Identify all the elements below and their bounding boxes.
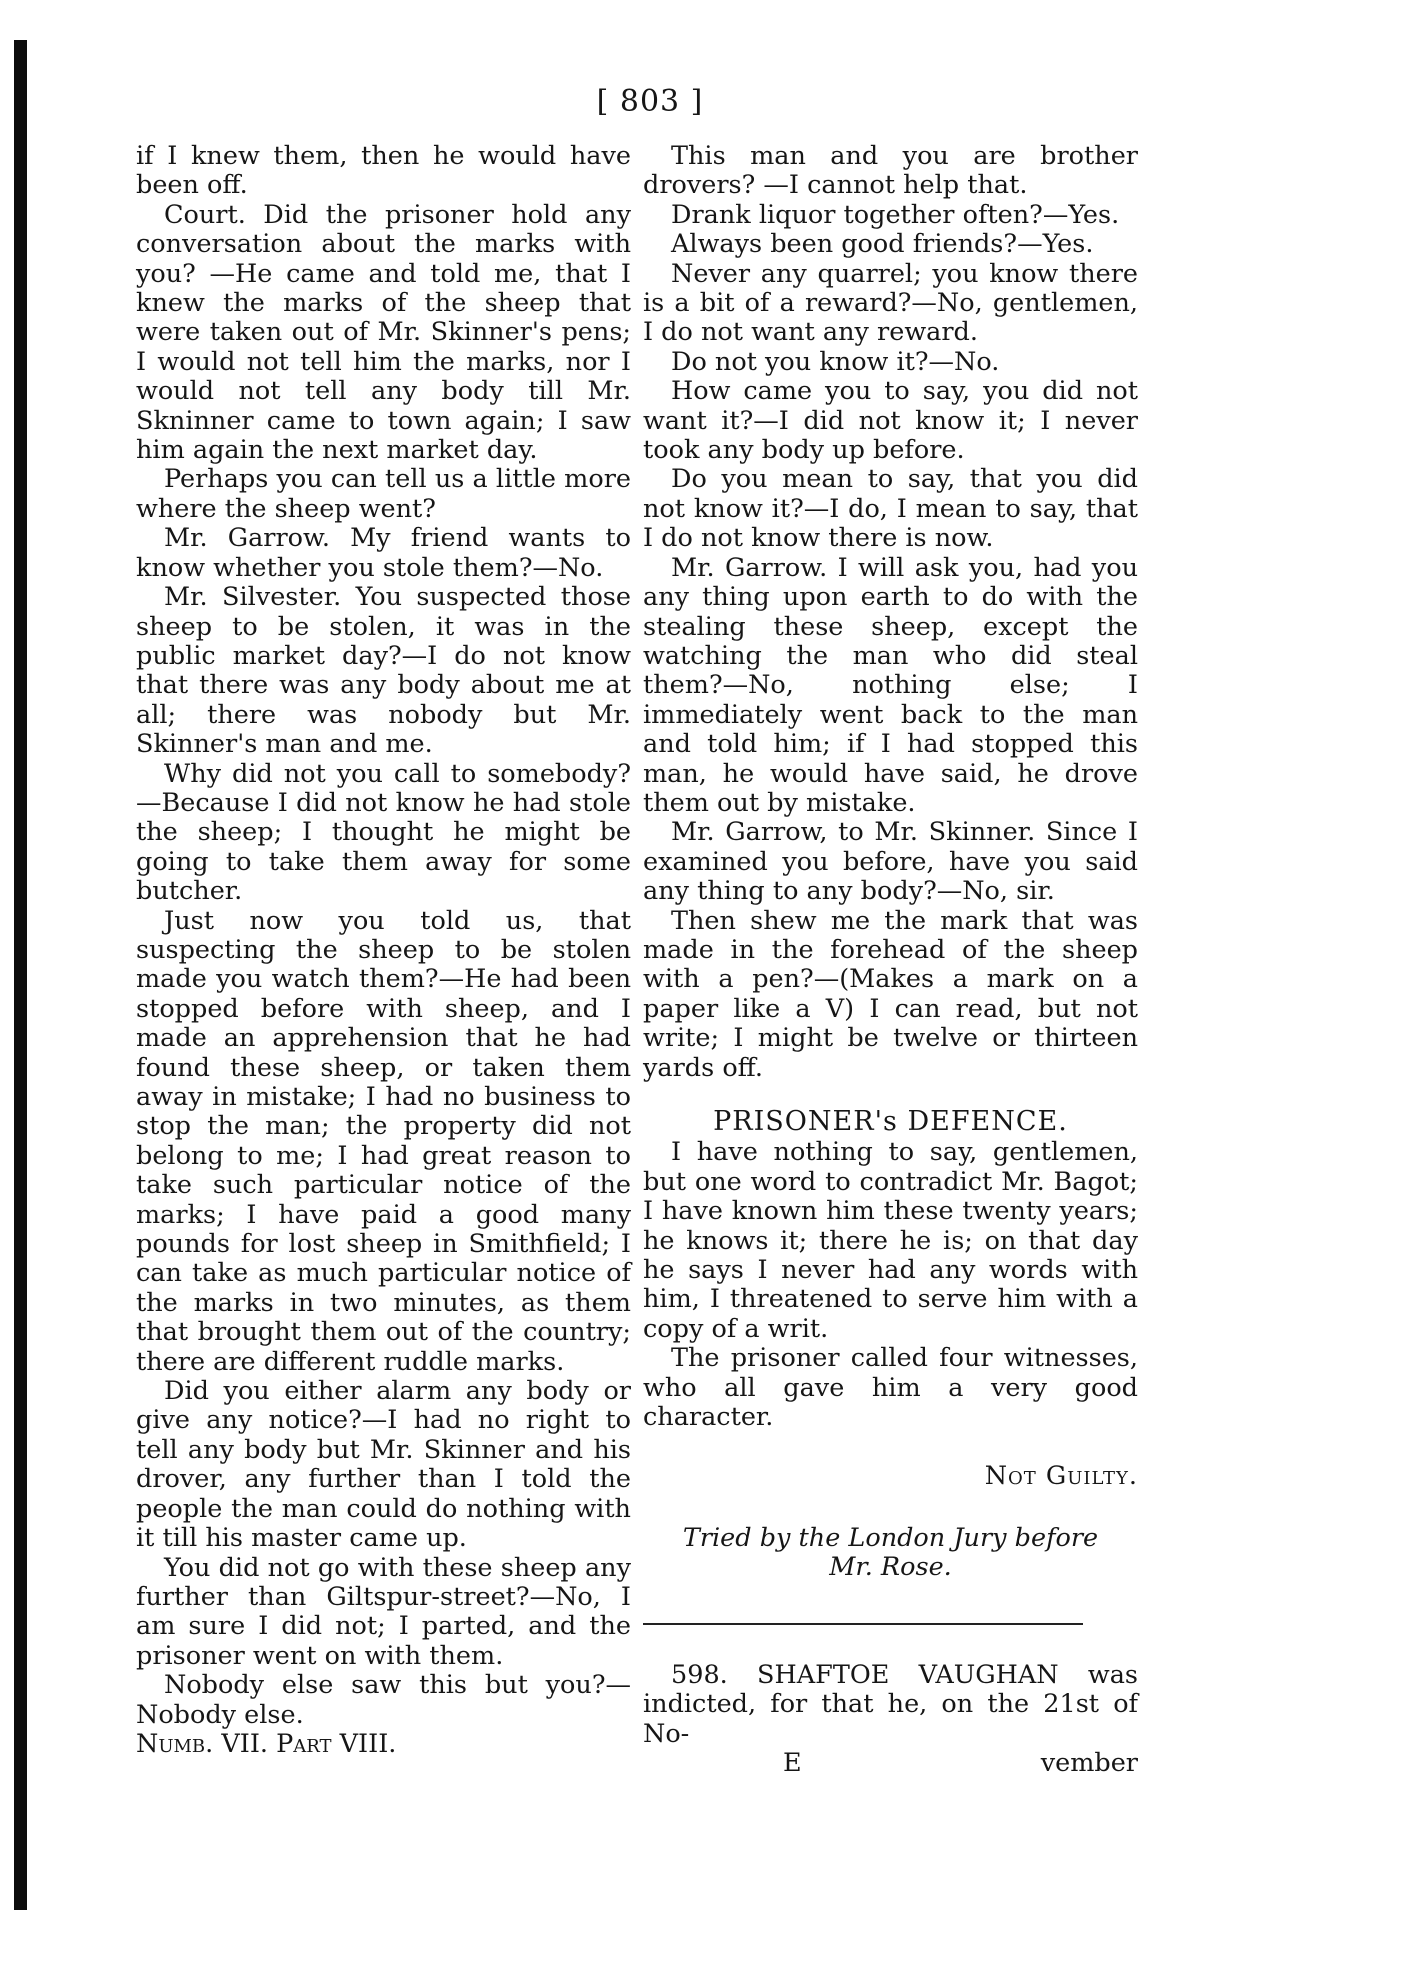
paragraph: How came you to say, you did not want it?—I did not know it; I never took any body up before. — [643, 376, 1138, 466]
paragraph: Mr. Garrow. I will ask you, had you any thing upon earth to do with the stealing these sheep, except the watching the man who did steal them?—No, nothing else; I immediately went back to the man and told him; if I had stopped this man, he would have said, he drove them out by mistake. — [643, 552, 1138, 818]
right-column — [643, 142, 1138, 1778]
defence-heading: PRISONER's DEFENCE. — [713, 1106, 1068, 1137]
paragraph: Perhaps you can tell us a little more where the sheep went? — [136, 464, 631, 524]
verdict: Not Guilty. — [984, 1461, 1138, 1492]
footer-signature: Numb. VII. Part VIII. — [136, 1728, 397, 1759]
page-number: [ 803 ] — [596, 84, 704, 119]
left-column — [136, 142, 631, 1759]
paragraph: You did not go with these sheep any further than Giltspur-street?—No, I am sure I did not; I parted, and the prisoner went on with them. — [136, 1552, 631, 1671]
paragraph: This man and you are brother drovers? —I cannot help that. — [643, 141, 1138, 201]
paragraph: Court. Did the prisoner hold any conversation about the marks with you? —He came and told me, that I knew the marks of the sheep that were taken out of Mr. Skinner's pens; I would not tell him the marks, nor I would not tell any body till Mr. Skninner came to town again; I saw him again the next market day. — [136, 199, 631, 466]
tried-line-judge: Mr. Rose. — [829, 1552, 952, 1583]
paragraph: if I knew them, then he would have been off. — [136, 141, 631, 201]
paragraph: Mr. Garrow. My friend wants to know whether you stole them?—No. — [136, 523, 631, 583]
paragraph: I have nothing to say, gentlemen, but one word to contradict Mr. Bagot; I have known him these twenty years; he knows it; there he is; on that day he says I never had any words with him, I threatened to serve him with a copy of a writ. — [643, 1137, 1138, 1344]
catchword-row — [643, 1749, 1138, 1778]
catchword: vember — [1040, 1747, 1138, 1778]
paragraph: Do you mean to say, that you did not know it?—I do, I mean to say, that I do not know there is now. — [643, 464, 1138, 554]
paragraph: Did you either alarm any body or give any notice?—I had no right to tell any body but Mr. Skinner and his drover, any further than I told the people the man could do nothing with it till his master came up. — [136, 1376, 631, 1554]
paragraph: Drank liquor together often?—Yes. — [671, 199, 1120, 230]
paragraph: Always been good friends?—Yes. — [671, 229, 1094, 260]
next-case-paragraph: 598. SHAFTOE VAUGHAN was indicted, for that he, on the 21st of No- — [643, 1659, 1138, 1749]
paragraph: Nobody else saw this but you?—Nobody else. — [136, 1670, 631, 1730]
paragraph: Never any quarrel; you know there is a bit of a reward?—No, gentlemen, I do not want any reward. — [643, 258, 1138, 348]
paragraph: Do not you know it?—No. — [671, 346, 1000, 377]
paragraph: Then shew me the mark that was made in the forehead of the sheep with a pen?—(Makes a mark on a paper like a V) I can read, but not write; I might be twelve or thirteen yards off. — [643, 905, 1138, 1083]
binding-edge — [14, 40, 27, 1910]
paragraph: Why did not you call to somebody?—Because I did not know he had stole the sheep; I thought he might be going to take them away for some butcher. — [136, 758, 631, 907]
signature-mark: E — [783, 1747, 802, 1778]
paragraph: The prisoner called four witnesses, who all gave him a very good character. — [643, 1343, 1138, 1433]
paragraph: Mr. Garrow, to Mr. Skinner. Since I examined you before, have you said any thing to any body?—No, sir. — [643, 817, 1138, 907]
paragraph: Just now you told us, that suspecting the sheep to be stolen made you watch them?—He had been stopped before with sheep, and I made an apprehension that he had found these sheep, or taken them away in mistake; I had no business to stop the man; the property did not belong to me; I had great reason to take such particular notice of the marks; I have paid a good many pounds for lost sheep in Smithfield; I can take as much particular notice of the marks in two minutes, as them that brought them out of the country; there are different ruddle marks. — [136, 905, 631, 1377]
paragraph: Mr. Silvester. You suspected those sheep to be stolen, it was in the public market day?—I do not know that there was any body about me at all; there was nobody but Mr. Skinner's man and me. — [136, 582, 631, 760]
tried-line: Tried by the London Jury before — [682, 1522, 1099, 1553]
section-divider — [643, 1623, 1083, 1625]
